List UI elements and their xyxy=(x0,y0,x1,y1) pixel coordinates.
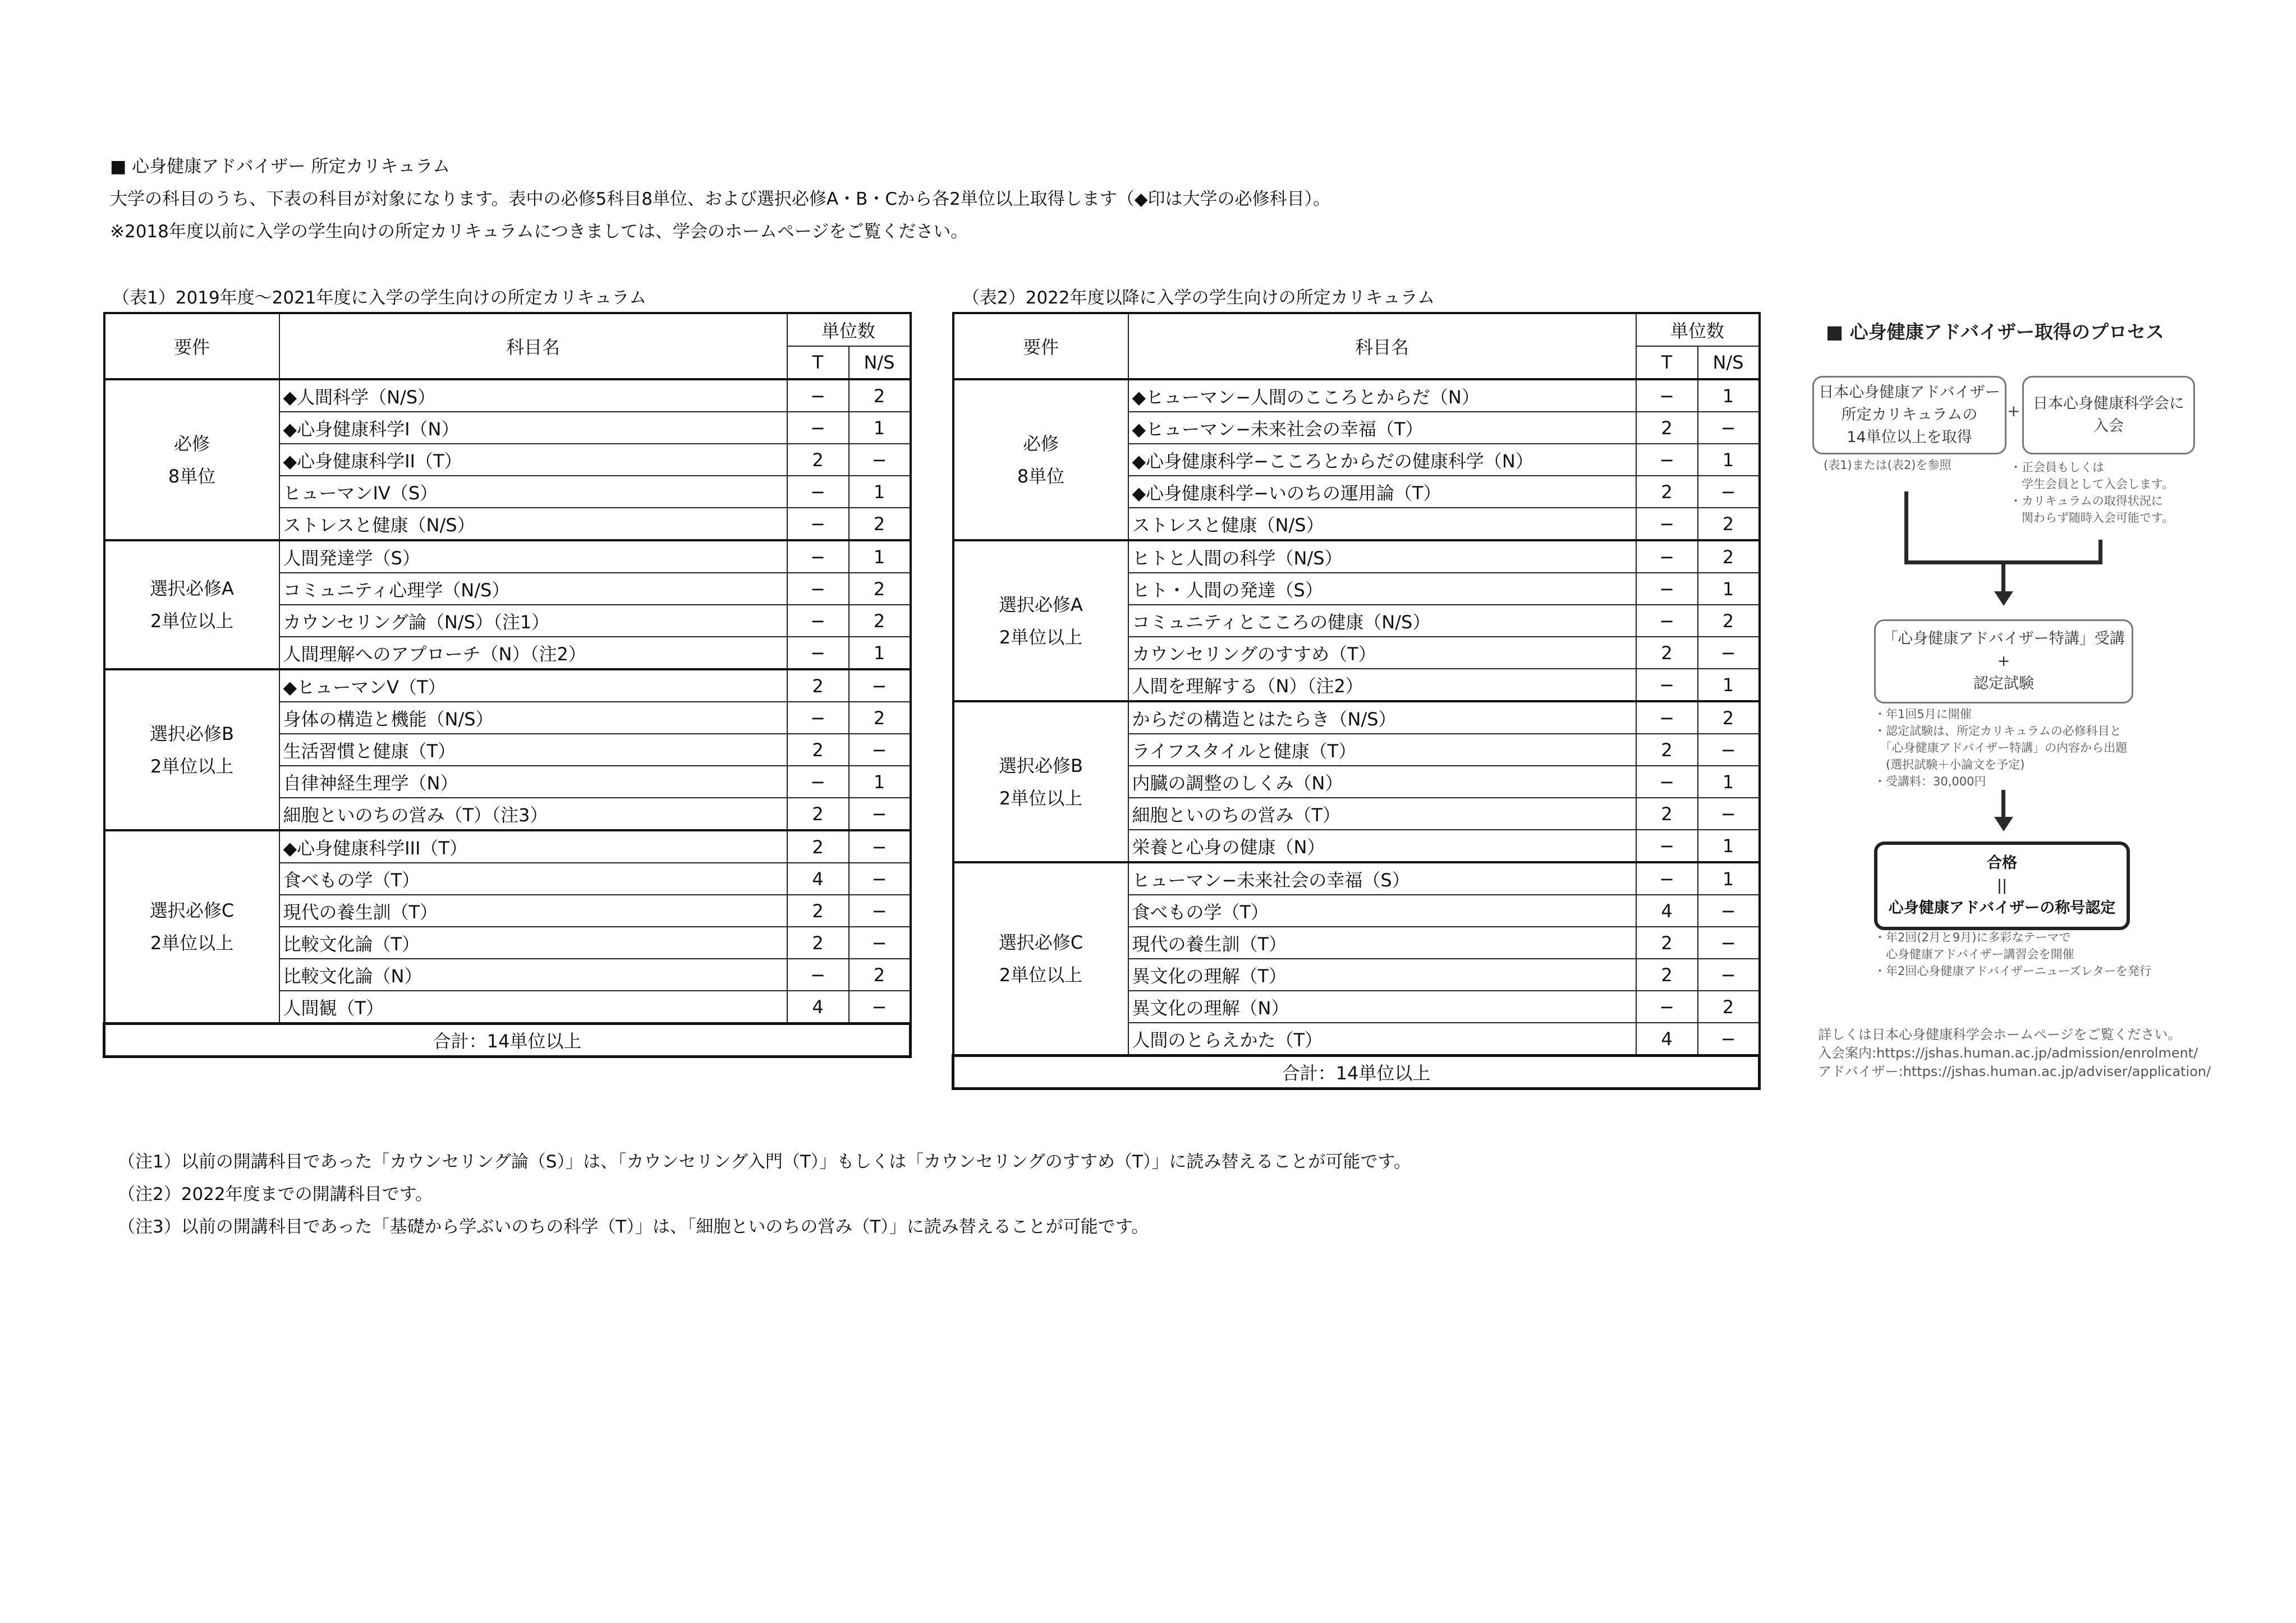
units-ns: 2 xyxy=(849,605,911,637)
units-ns: − xyxy=(1698,637,1760,669)
arrow-down-icon xyxy=(1994,817,2013,831)
requirement-cell xyxy=(953,701,1128,862)
units-ns: 1 xyxy=(1698,669,1760,701)
units-t: − xyxy=(1636,991,1698,1023)
subject-name: 人間発達学（S） xyxy=(279,540,787,573)
note2-line: ・カリキュラムの取得状況に xyxy=(2010,494,2163,508)
units-t: − xyxy=(1636,701,1698,734)
note3-line: ・認定試験は、所定カリキュラムの必修科目と xyxy=(1874,724,2121,738)
process-panel xyxy=(1812,318,2211,1103)
units-t: − xyxy=(1636,573,1698,605)
units-ns: − xyxy=(1698,476,1760,508)
units-ns: 2 xyxy=(849,508,911,540)
subject-name: ストレスと健康（N/S） xyxy=(1128,508,1636,540)
units-ns: 1 xyxy=(1698,573,1760,605)
process-title: ■ 心身健康アドバイザー取得のプロセス xyxy=(1826,321,2165,343)
note3-line: 「心身健康アドバイザー特講」の内容から出題 xyxy=(1874,741,2128,755)
curriculum-table-2 xyxy=(952,312,1761,1090)
subject-name: 食べもの学（T） xyxy=(1128,895,1636,927)
header-t: T xyxy=(787,346,849,379)
units-t: 2 xyxy=(787,895,849,927)
units-t: − xyxy=(1636,444,1698,476)
process-box-curriculum xyxy=(1812,376,2006,454)
requirement-units: 2単位以上 xyxy=(999,964,1083,986)
subject-name: 細胞といのちの営み（T）（注3） xyxy=(279,798,787,830)
units-t: − xyxy=(787,959,849,991)
table-row xyxy=(953,701,1760,734)
subject-name: 現代の養生訓（T） xyxy=(1128,927,1636,959)
units-t: − xyxy=(1636,830,1698,862)
units-ns: 2 xyxy=(849,702,911,734)
box4-line: || xyxy=(1996,877,2008,894)
subject-name: ◆ヒューマンV（T） xyxy=(279,669,787,702)
units-t: − xyxy=(787,476,849,508)
table-row xyxy=(953,540,1760,573)
header-subject: 科目名 xyxy=(279,313,787,379)
process-box-certification xyxy=(1874,842,2130,930)
units-ns: 2 xyxy=(849,959,911,991)
requirement-group xyxy=(953,862,1760,1056)
notes-section xyxy=(118,1146,1411,1243)
units-t: 2 xyxy=(1636,476,1698,508)
requirement-group xyxy=(104,540,911,669)
units-ns: 1 xyxy=(1698,862,1760,895)
units-ns: − xyxy=(849,669,911,702)
note4-line: ・年2回(2月と9月)に多彩なテーマで xyxy=(1874,931,2071,944)
subject-name: 人間理解へのアプローチ（N）（注2） xyxy=(279,637,787,669)
requirement-name: 選択必修B xyxy=(999,755,1083,776)
subject-name: 現代の養生訓（T） xyxy=(279,895,787,927)
units-t: 2 xyxy=(787,830,849,863)
units-t: − xyxy=(1636,540,1698,573)
connector-line xyxy=(1904,491,1908,564)
note2-line: ・正会員もしくは xyxy=(2010,461,2104,474)
requirement-group xyxy=(953,701,1760,862)
units-t: 2 xyxy=(787,669,849,702)
units-t: − xyxy=(1636,669,1698,701)
header-subject: 科目名 xyxy=(1128,313,1636,379)
note3-line: (選択試験＋小論文を予定) xyxy=(1874,758,2025,771)
intro-section xyxy=(110,150,1793,248)
units-ns: − xyxy=(849,863,911,895)
requirement-name: 必修 xyxy=(1022,433,1059,454)
subject-name: 内臓の調整のしくみ（N） xyxy=(1128,766,1636,798)
note-1: （注1）以前の開講科目であった「カウンセリング論（S）」は、「カウンセリング入門（T）」もしくは「カウンセリングのすすめ（T）」に読み替えることが可能です。 xyxy=(118,1152,1411,1172)
table-row xyxy=(104,379,911,412)
requirement-group xyxy=(104,379,911,540)
units-t: − xyxy=(1636,766,1698,798)
curriculum-table-1 xyxy=(103,312,912,1058)
process-box-membership xyxy=(2022,376,2195,454)
requirement-group xyxy=(104,830,911,1024)
table-row xyxy=(953,379,1760,412)
plus-sign: + xyxy=(2007,402,2021,420)
subject-name: カウンセリング論（N/S）（注1） xyxy=(279,605,787,637)
units-t: − xyxy=(787,702,849,734)
subject-name: ◆心身健康科学II（T） xyxy=(279,444,787,476)
subject-name: 異文化の理解（T） xyxy=(1128,959,1636,991)
units-t: 2 xyxy=(1636,412,1698,444)
requirement-cell xyxy=(104,830,279,1024)
units-ns: − xyxy=(1698,734,1760,766)
units-t: 2 xyxy=(787,927,849,959)
units-ns: 1 xyxy=(1698,830,1760,862)
requirement-cell xyxy=(953,540,1128,701)
table-row xyxy=(953,862,1760,895)
note-3: （注3）以前の開講科目であった「基礎から学ぶいのちの科学（T）」は、「細胞といのちの営み（T）」に読み替えることが可能です。 xyxy=(118,1217,1149,1237)
units-ns: − xyxy=(1698,412,1760,444)
note3-line: ・受講料：30,000円 xyxy=(1874,775,1986,788)
subject-name: ◆ヒューマン−人間のこころとからだ（N） xyxy=(1128,379,1636,412)
requirement-name: 選択必修C xyxy=(998,932,1083,953)
units-t: − xyxy=(787,508,849,540)
header-requirement: 要件 xyxy=(953,313,1128,379)
units-t: 2 xyxy=(787,734,849,766)
units-ns: 1 xyxy=(849,412,911,444)
units-ns: 1 xyxy=(1698,379,1760,412)
units-t: 4 xyxy=(787,991,849,1024)
units-ns: − xyxy=(1698,927,1760,959)
footer-link-adviser: アドバイザー:https://jshas.human.ac.jp/adviser/application/ xyxy=(1818,1064,2211,1079)
subject-name: コミュニティとこころの健康（N/S） xyxy=(1128,605,1636,637)
units-ns: − xyxy=(849,895,911,927)
subject-name: 人間を理解する（N）（注2） xyxy=(1128,669,1636,701)
subject-name: ヒューマンIV（S） xyxy=(279,476,787,508)
requirement-cell xyxy=(953,862,1128,1056)
subject-name: ◆心身健康科学−こころとからだの健康科学（N） xyxy=(1128,444,1636,476)
total-row: 合計：14単位以上 xyxy=(104,1024,911,1057)
requirement-units: 2単位以上 xyxy=(150,755,234,777)
process-note-1: (表1)または(表2)を参照 xyxy=(1824,458,1951,472)
units-ns: 2 xyxy=(1698,605,1760,637)
units-ns: 1 xyxy=(849,540,911,573)
intro-line-2: ※2018年度以前に入学の学生向けの所定カリキュラムにつきましては、学会のホームページをご覧ください。 xyxy=(110,222,968,242)
units-ns: 1 xyxy=(849,637,911,669)
subject-name: ◆人間科学（N/S） xyxy=(279,379,787,412)
requirement-units: 2単位以上 xyxy=(999,787,1083,809)
requirement-group xyxy=(953,540,1760,701)
note4-line: 心身健康アドバイザー講習会を開催 xyxy=(1874,948,2074,961)
subject-name: 自律神経生理学（N） xyxy=(279,766,787,798)
units-ns: 1 xyxy=(1698,444,1760,476)
units-t: 2 xyxy=(1636,927,1698,959)
units-ns: − xyxy=(849,734,911,766)
note-2: （注2）2022年度までの開講科目です。 xyxy=(118,1184,433,1204)
units-t: − xyxy=(787,379,849,412)
subject-name: からだの構造とはたらき（N/S） xyxy=(1128,701,1636,734)
subject-name: 細胞といのちの営み（T） xyxy=(1128,798,1636,830)
connector-line xyxy=(2001,560,2005,593)
units-t: 4 xyxy=(1636,1023,1698,1056)
subject-name: ライフスタイルと健康（T） xyxy=(1128,734,1636,766)
subject-name: ◆心身健康科学I（N） xyxy=(279,412,787,444)
header-units: 単位数 xyxy=(787,313,911,346)
subject-name: 比較文化論（N） xyxy=(279,959,787,991)
units-ns: 1 xyxy=(1698,766,1760,798)
box1-line: 日本心身健康アドバイザー xyxy=(1819,384,2000,401)
box4-line: 合格 xyxy=(1987,854,2017,872)
units-t: 2 xyxy=(787,444,849,476)
note2-line: 関わらず随時入会可能です。 xyxy=(2010,511,2174,525)
units-t: − xyxy=(787,412,849,444)
requirement-name: 選択必修C xyxy=(149,900,235,921)
subject-name: コミュニティ心理学（N/S） xyxy=(279,573,787,605)
requirement-name: 選択必修A xyxy=(150,578,234,599)
units-t: 2 xyxy=(787,798,849,830)
box3-line: 認定試験 xyxy=(1973,675,2034,692)
table1-caption: （表1）2019年度〜2021年度に入学の学生向けの所定カリキュラム xyxy=(112,288,647,308)
box2-line: 日本心身健康科学会に xyxy=(2033,395,2184,412)
box2-line: 入会 xyxy=(2093,417,2124,435)
process-note-2 xyxy=(2010,459,2174,526)
units-ns: − xyxy=(849,798,911,830)
process-note-4 xyxy=(1874,929,2151,980)
units-ns: 2 xyxy=(1698,701,1760,734)
subject-name: ヒトと人間の科学（N/S） xyxy=(1128,540,1636,573)
units-ns: − xyxy=(1698,1023,1760,1056)
connector-line xyxy=(2001,790,2005,818)
requirement-name: 必修 xyxy=(173,433,210,454)
units-ns: − xyxy=(849,991,911,1024)
subject-name: 比較文化論（T） xyxy=(279,927,787,959)
requirement-name: 選択必修A xyxy=(999,594,1083,615)
table-row xyxy=(104,540,911,573)
units-ns: 1 xyxy=(849,476,911,508)
units-ns: 2 xyxy=(1698,991,1760,1023)
requirement-group xyxy=(104,669,911,830)
units-t: − xyxy=(787,637,849,669)
units-ns: 2 xyxy=(849,379,911,412)
intro-line-1: 大学の科目のうち、下表の科目が対象になります。表中の必修5科目8単位、および選択必修A・B・Cから各2単位以上取得します（◆印は大学の必修科目）。 xyxy=(110,189,1331,209)
units-ns: 2 xyxy=(1698,508,1760,540)
requirement-units: 2単位以上 xyxy=(999,626,1083,648)
subject-name: カウンセリングのすすめ（T） xyxy=(1128,637,1636,669)
subject-name: ◆心身健康科学−いのちの運用論（T） xyxy=(1128,476,1636,508)
requirement-units: 2単位以上 xyxy=(150,932,234,954)
units-t: 2 xyxy=(1636,959,1698,991)
units-t: − xyxy=(1636,379,1698,412)
box3-line: + xyxy=(1997,652,2010,670)
header-units: 単位数 xyxy=(1636,313,1760,346)
note3-line: ・年1回5月に開催 xyxy=(1874,707,1972,721)
footer-line: 詳しくは日本心身健康科学会ホームページをご覧ください。 xyxy=(1818,1027,2182,1042)
process-box-course-exam xyxy=(1874,619,2133,704)
units-ns: 2 xyxy=(849,573,911,605)
requirement-cell xyxy=(104,540,279,669)
footer-link-enrolment: 入会案内:https://jshas.human.ac.jp/admission/enrolment/ xyxy=(1818,1045,2198,1061)
units-t: 2 xyxy=(1636,734,1698,766)
subject-name: ◆心身健康科学III（T） xyxy=(279,830,787,863)
subject-name: 身体の構造と機能（N/S） xyxy=(279,702,787,734)
box4-line: 心身健康アドバイザーの称号認定 xyxy=(1888,899,2116,917)
header-t: T xyxy=(1636,346,1698,379)
box3-line: 「心身健康アドバイザー特講」受講 xyxy=(1882,630,2125,647)
subject-name: ヒューマン−未来社会の幸福（S） xyxy=(1128,862,1636,895)
units-ns: 2 xyxy=(1698,540,1760,573)
subject-name: 異文化の理解（N） xyxy=(1128,991,1636,1023)
units-t: 2 xyxy=(1636,798,1698,830)
requirement-cell xyxy=(104,379,279,540)
table-row xyxy=(104,830,911,863)
requirement-cell xyxy=(953,379,1128,540)
requirement-units: 8単位 xyxy=(168,465,216,487)
table-row xyxy=(104,669,911,702)
units-t: − xyxy=(787,540,849,573)
units-t: − xyxy=(787,605,849,637)
units-ns: − xyxy=(1698,959,1760,991)
header-ns: N/S xyxy=(849,346,911,379)
units-t: − xyxy=(787,766,849,798)
header-requirement: 要件 xyxy=(104,313,279,379)
box1-line: 所定カリキュラムの xyxy=(1841,406,1978,424)
units-t: − xyxy=(1636,508,1698,540)
subject-name: ◆ヒューマン−未来社会の幸福（T） xyxy=(1128,412,1636,444)
total-row: 合計：14単位以上 xyxy=(953,1056,1760,1089)
units-ns: 1 xyxy=(849,766,911,798)
units-t: − xyxy=(1636,605,1698,637)
requirement-units: 8単位 xyxy=(1017,465,1065,487)
units-t: − xyxy=(787,573,849,605)
requirement-name: 選択必修B xyxy=(150,723,234,744)
subject-name: ヒト・人間の発達（S） xyxy=(1128,573,1636,605)
process-footer xyxy=(1818,1026,2211,1081)
units-ns: − xyxy=(1698,798,1760,830)
units-t: 4 xyxy=(787,863,849,895)
subject-name: 人間観（T） xyxy=(279,991,787,1024)
requirement-cell xyxy=(104,669,279,830)
arrow-down-icon xyxy=(1994,591,2013,606)
subject-name: ストレスと健康（N/S） xyxy=(279,508,787,540)
header-ns: N/S xyxy=(1698,346,1760,379)
units-t: − xyxy=(1636,862,1698,895)
process-note-3 xyxy=(1874,706,2127,790)
requirement-units: 2単位以上 xyxy=(150,610,234,632)
note4-line: ・年2回心身健康アドバイザーニューズレターを発行 xyxy=(1874,964,2152,978)
table2-caption: （表2）2022年度以降に入学の学生向けの所定カリキュラム xyxy=(962,288,1435,308)
note2-line: 学生会員として入会します。 xyxy=(2010,477,2174,491)
units-ns: − xyxy=(849,444,911,476)
units-t: 4 xyxy=(1636,895,1698,927)
units-ns: − xyxy=(849,927,911,959)
units-t: 2 xyxy=(1636,637,1698,669)
units-ns: − xyxy=(1698,895,1760,927)
intro-heading: ■ 心身健康アドバイザー 所定カリキュラム xyxy=(110,157,451,177)
subject-name: 栄養と心身の健康（N） xyxy=(1128,830,1636,862)
subject-name: 食べもの学（T） xyxy=(279,863,787,895)
box1-line: 14単位以上を取得 xyxy=(1847,429,1972,446)
subject-name: 人間のとらえかた（T） xyxy=(1128,1023,1636,1056)
subject-name: 生活習慣と健康（T） xyxy=(279,734,787,766)
units-ns: − xyxy=(849,830,911,863)
requirement-group xyxy=(953,379,1760,540)
